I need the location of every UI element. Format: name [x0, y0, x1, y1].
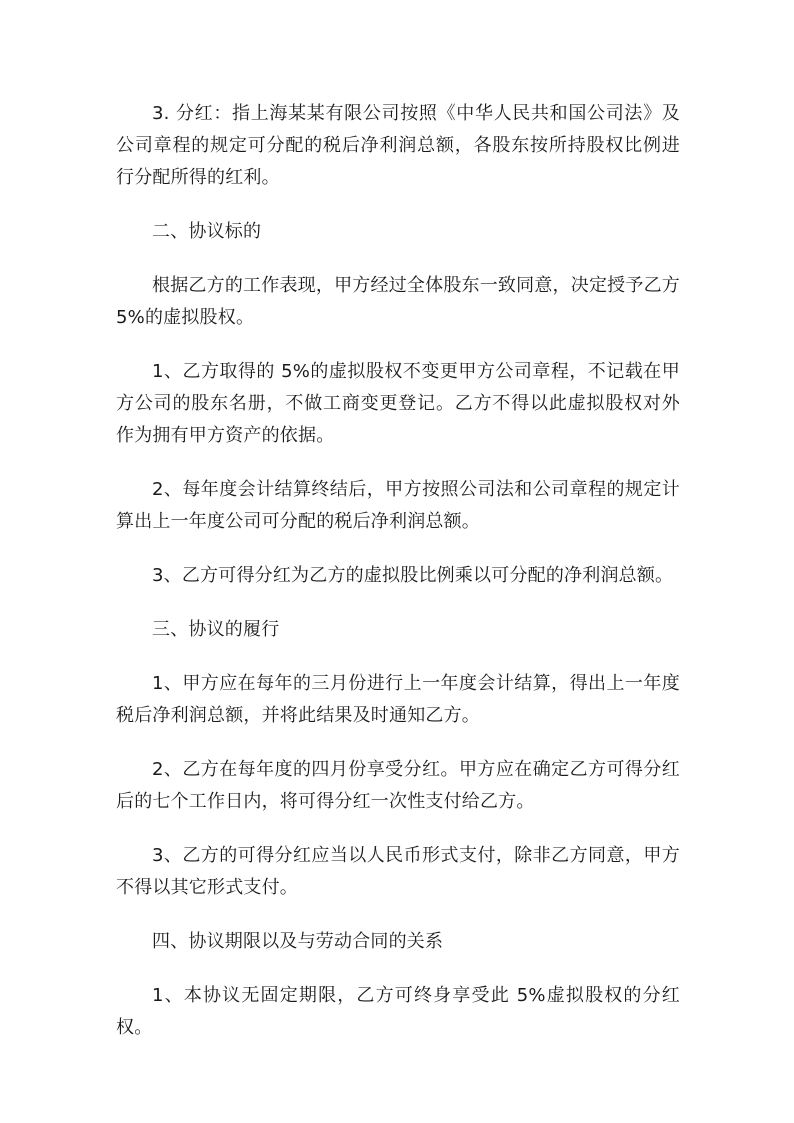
section-heading-term: 四、协议期限以及与劳动合同的关系 — [152, 931, 444, 952]
definition-dividend-paragraph: 3. 分红：指上海某某有限公司按照《中华人民共和国公司法》及公司章程的规定可分配的税后净利润总额，各股东按所持股权比例进行分配所得的红利。 — [116, 103, 680, 188]
clause-paragraph: 2、乙方在每年度的四月份享受分红。甲方应在确定乙方可得分红后的七个工作日内，将可得分红一次性支付给乙方。 — [116, 759, 680, 812]
clause-paragraph: 3、乙方的可得分红应当以人民币形式支付，除非乙方同意，甲方不得以其它形式支付。 — [116, 845, 680, 898]
grant-paragraph: 根据乙方的工作表现，甲方经过全体股东一致同意，决定授予乙方 5%的虚拟股权。 — [116, 275, 680, 328]
section-heading-agreement-subject: 二、协议标的 — [152, 221, 262, 242]
document-body — [116, 98, 680, 1066]
clause-paragraph: 2、每年度会计结算终结后，甲方按照公司法和公司章程的规定计算出上一年度公司可分配的税后净利润总额。 — [116, 479, 680, 532]
clause-paragraph: 1、乙方取得的 5%的虚拟股权不变更甲方公司章程，不记载在甲方公司的股东名册，不做工商变更登记。乙方不得以此虚拟股权对外作为拥有甲方资产的依据。 — [116, 361, 680, 446]
section-heading-performance: 三、协议的履行 — [152, 619, 280, 640]
clause-paragraph: 3、乙方可得分红为乙方的虚拟股比例乘以可分配的净利润总额。 — [152, 565, 674, 586]
clause-paragraph: 1、本协议无固定期限，乙方可终身享受此 5%虚拟股权的分红权。 — [116, 985, 680, 1038]
clause-paragraph: 1、甲方应在每年的三月份进行上一年度会计结算，得出上一年度税后净利润总额，并将此结果及时通知乙方。 — [116, 673, 680, 726]
